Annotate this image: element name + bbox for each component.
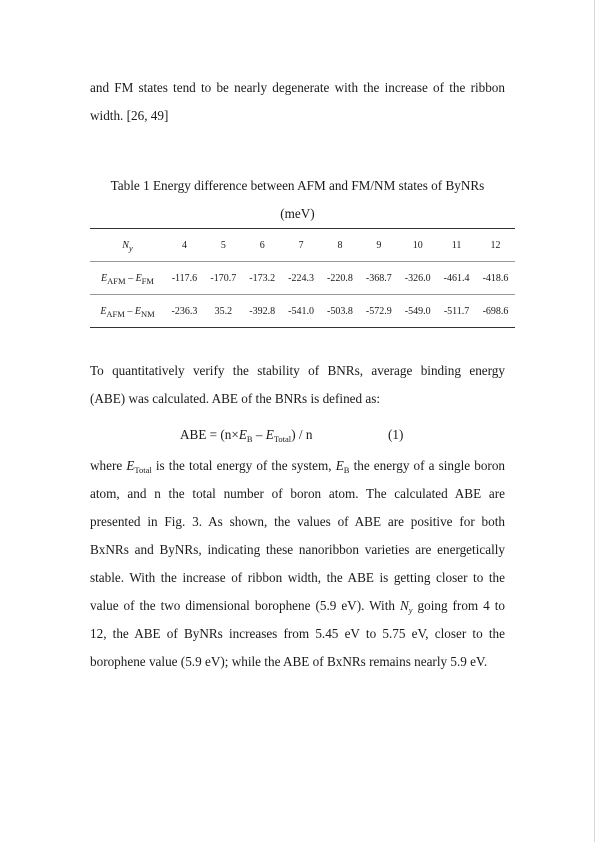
results-line-8: borophene value (5.9 eV); while the ABE of BxNRs remains nearly 5.9 eV.: [90, 654, 488, 669]
header-label-ny: $N_y$: [122, 239, 133, 253]
column-header: 4: [181, 239, 187, 251]
column-header: 12: [490, 239, 501, 251]
abe-intro-paragraph: [90, 357, 505, 413]
results-line-7: 12, the ABE of ByNRs increases from 5.45 eV to 5.75 eV, closer to the: [90, 626, 505, 641]
abe-intro-line-2: (ABE) was calculated. ABE of the BNRs is defined as:: [90, 391, 381, 406]
intro-line-2: width. [26, 49]: [90, 108, 169, 123]
table-cell: -511.7: [443, 305, 470, 317]
table-caption-line-2: (meV): [280, 206, 315, 221]
row-label-afm-nm: $E_{AFM} - E_{NM}$: [100, 305, 155, 319]
table-row-afm-nm: [90, 295, 515, 328]
row-label-afm-fm: $E_{AFM} - E_{FM}$: [101, 272, 154, 286]
table-cell: -368.7: [365, 272, 392, 284]
column-header: 5: [220, 239, 226, 251]
equation-number: (1): [388, 427, 404, 442]
table-cell: -173.2: [249, 272, 276, 284]
intro-line-1: and FM states tend to be nearly degenerate with the increase of the ribbon: [90, 80, 505, 95]
equation-body: ABE = $(n\times E_B - E_{Total}) / n$: [180, 427, 313, 444]
results-line-1: where $E_{Total}$ is the total energy of the system, $E_B$ the energy of a single boron: [90, 458, 506, 475]
abe-results-paragraph: [90, 452, 505, 676]
results-line-6: value of the two dimensional borophene (5.9 eV). With $N_y$ going from 4 to: [90, 598, 505, 615]
results-line-3: presented in Fig. 3. As shown, the values of ABE are positive for both: [90, 514, 505, 529]
table-cell: -461.4: [443, 272, 470, 284]
table-cell: -418.6: [482, 272, 509, 284]
table-cell: -503.8: [327, 305, 353, 317]
table-cell: -326.0: [404, 272, 431, 284]
table-cell: -170.7: [210, 272, 237, 284]
results-line-4: BxNRs and ByNRs, indicating these nanoribbon varieties are energetically: [90, 542, 505, 557]
table-cell: -236.3: [171, 305, 198, 317]
results-line-2: atom, and n the total number of boron atom. The calculated ABE are: [90, 486, 505, 501]
table-cell: -549.0: [404, 305, 431, 317]
column-header: 10: [412, 239, 423, 251]
table-caption-line-1: Table 1 Energy difference between AFM and FM/NM states of ByNRs: [110, 178, 485, 193]
table-cell: -117.6: [171, 272, 198, 284]
table-row-afm-fm: [90, 262, 515, 295]
table-cell: -541.0: [288, 305, 314, 317]
abe-intro-line-1: To quantitatively verify the stability of BNRs, average binding energy: [90, 363, 505, 378]
energy-table: [90, 228, 515, 328]
column-header: 11: [451, 239, 462, 251]
table-caption: [90, 172, 505, 228]
column-header: 6: [259, 239, 265, 251]
table-cell: -224.3: [288, 272, 314, 284]
results-line-5: stable. With the increase of ribbon width, the ABE is getting closer to the: [90, 570, 505, 585]
table-cell: -572.9: [365, 305, 392, 317]
intro-paragraph: [90, 74, 505, 130]
table-cell: 35.2: [214, 305, 233, 317]
table-cell: -392.8: [249, 305, 276, 317]
table-header-row: [90, 229, 515, 262]
column-header: 8: [337, 239, 343, 251]
table-cell: -698.6: [482, 305, 509, 317]
column-header: 9: [376, 239, 382, 251]
table-cell: -220.8: [327, 272, 353, 284]
column-header: 7: [298, 239, 304, 251]
